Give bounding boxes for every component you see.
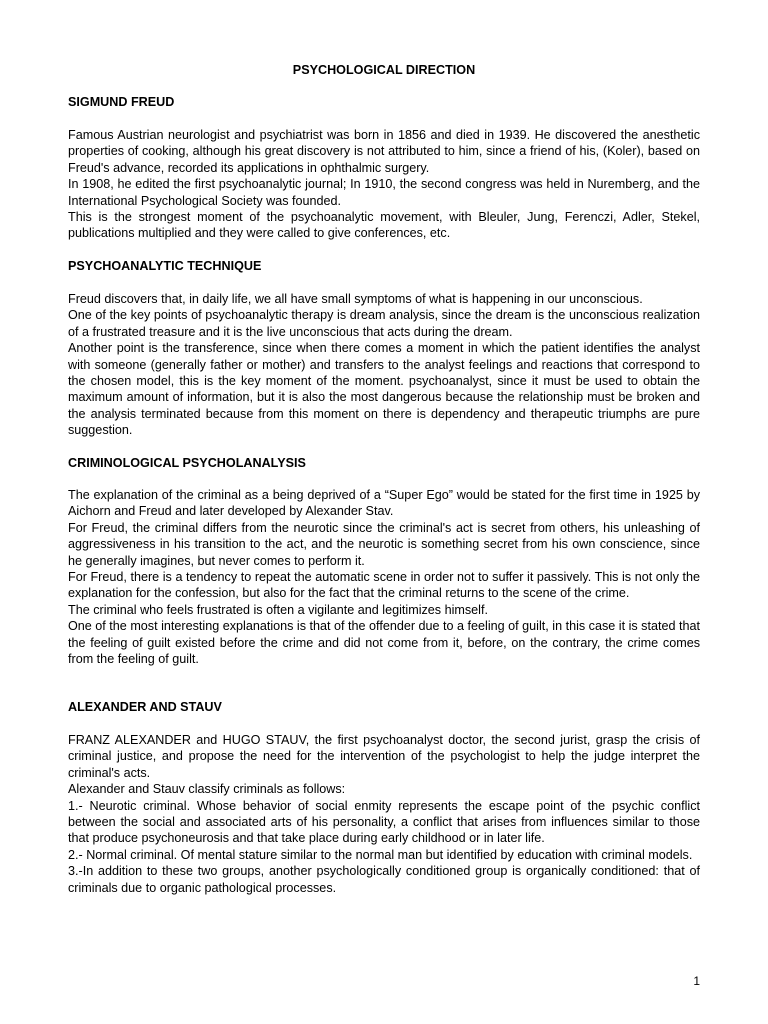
paragraph: In 1908, he edited the first psychoanalytic journal; In 1910, the second congress was held in Nuremberg, and the International Psychological Society was founded. xyxy=(68,177,700,208)
section-heading-alexander-and-stauv: ALEXANDER AND STAUV xyxy=(68,700,222,714)
paragraph: One of the key points of psychoanalytic therapy is dream analysis, since the dream is the unconscious realization of a frustrated treasure and it is the live unconscious that acts during the dream. xyxy=(68,308,700,339)
section-body-criminological-psycholanalysis xyxy=(68,487,700,667)
paragraph: The explanation of the criminal as a being deprived of a “Super Ego” would be stated for the first time in 1925 by Aichorn and Freud and later developed by Alexander Stav. xyxy=(68,488,700,519)
paragraph: FRANZ ALEXANDER and HUGO STAUV, the first psychoanalyst doctor, the second jurist, grasp the crisis of criminal justice, and propose the need for the intervention of the psychologist to help the judge interpret the criminal's acts. xyxy=(68,733,700,780)
paragraph: Alexander and Stauv classify criminals as follows: xyxy=(68,782,346,797)
paragraph: Another point is the transference, since when there comes a moment in which the patient identifies the analyst with someone (generally father or mother) and transfers to the analyst feelings and reactions that correspond to the chosen model, this is the key moment of the moment. psychoanalyst, since it must be used to obtain the maximum amount of information, but it is also the most dangerous because the relationship must be broken and the analysis terminated because from this moment on there is dependency and therapeutic triumphs are pure suggestion. xyxy=(68,341,700,438)
section-heading-criminological-psycholanalysis: CRIMINOLOGICAL PSYCHOLANALYSIS xyxy=(68,456,306,470)
paragraph: The criminal who feels frustrated is often a vigilante and legitimizes himself. xyxy=(68,602,488,617)
paragraph: 1.- Neurotic criminal. Whose behavior of social enmity represents the escape point of the psychic conflict between the social and associated arts of his personality, a conflict that arises from influences similar to those that produce psychoneurosis and that take place during early childhood or in later life. xyxy=(68,798,700,846)
page-number: 1 xyxy=(693,974,700,988)
paragraph: Famous Austrian neurologist and psychiatrist was born in 1856 and died in 1939. He discovered the anesthetic properties of cooking, although his great discovery is not attributed to him, since a friend of his, (Koler), based on Freud's advance, recorded its applications in ophthalmic surgery. xyxy=(68,128,700,175)
paragraph: 3.-In addition to these two groups, another psychologically conditioned group is organically conditioned: that of criminals due to organic pathological processes. xyxy=(68,864,700,895)
section-body-alexander-and-stauv xyxy=(68,732,700,896)
paragraph: For Freud, there is a tendency to repeat the automatic scene in order not to suffer it passively. This is not only the explanation for the confession, but also for the fact that the criminal returns to the scene of the crime. xyxy=(68,570,700,601)
paragraph: Freud discovers that, in daily life, we all have small symptoms of what is happening in our unconscious. xyxy=(68,292,643,306)
paragraph: 2.- Normal criminal. Of mental stature similar to the normal man but identified by education with criminal models. xyxy=(68,847,693,862)
section-body-psychoanalytic-technique xyxy=(68,291,700,439)
page-title: PSYCHOLOGICAL DIRECTION xyxy=(292,63,476,77)
paragraph: One of the most interesting explanations is that of the offender due to a feeling of guilt, in this case it is stated that the feeling of guilt existed before the crime and did not come from it, before, on the contrary, the crime comes from the feeling of guilt. xyxy=(68,619,700,667)
section-heading-psychoanalytic-technique: PSYCHOANALYTIC TECHNIQUE xyxy=(68,259,262,273)
paragraph: This is the strongest moment of the psychoanalytic movement, with Bleuler, Jung, Ferenczi, Adler, Stekel, publications multiplied and they were called to give conferences, etc. xyxy=(68,210,700,241)
section-body-sigmund-freud xyxy=(68,127,700,242)
paragraph: For Freud, the criminal differs from the neurotic since the criminal's act is secret from others, his unleashing of aggressiveness in his transition to the act, and the neurotic is something secret from his own conscience, since he generally imagines, but never comes to perform it. xyxy=(68,520,700,568)
section-heading-sigmund-freud: SIGMUND FREUD xyxy=(68,95,175,109)
